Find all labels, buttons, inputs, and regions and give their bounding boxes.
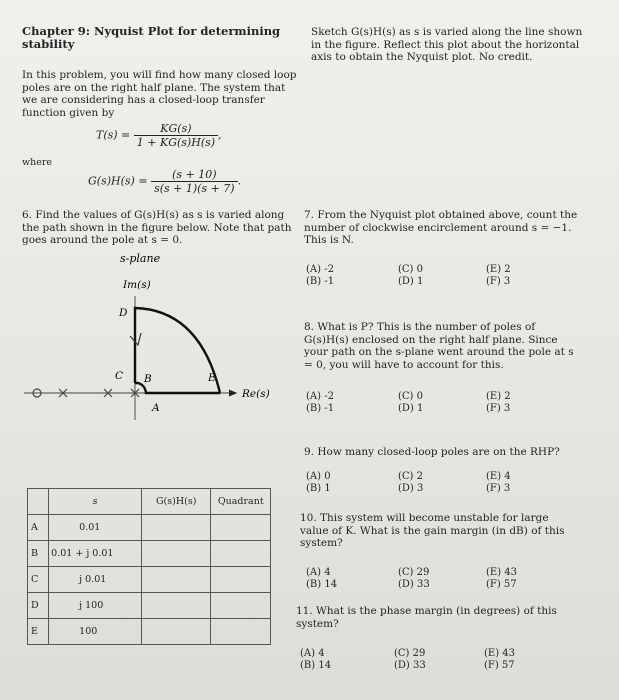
answer-cell[interactable]	[211, 541, 271, 567]
point-label-e: E	[208, 372, 216, 384]
q11-option-f[interactable]: (F) 57	[484, 660, 515, 671]
q9-option-a[interactable]: (A) 0	[306, 471, 331, 482]
q7-option-d[interactable]: (D) 1	[398, 276, 424, 287]
question-10-text: 10. This system will become unstable for large value of K. What is the gain margin (in dB) of this system?	[300, 512, 565, 549]
chapter-title: Chapter 9: Nyquist Plot for determining stability	[22, 24, 281, 51]
point-label-d: D	[119, 307, 128, 319]
question-6-text: 6. Find the values of G(s)H(s) as s is varied along the path shown in the figure below. Note that path goes around the pole at s = 0.	[22, 209, 292, 246]
q8-option-f[interactable]: (F) 3	[486, 403, 511, 414]
table-row: D j 100	[28, 593, 271, 619]
q11-option-d[interactable]: (D) 33	[394, 660, 426, 671]
q8-option-a[interactable]: (A) -2	[306, 391, 334, 402]
question-7-text: 7. From the Nyquist plot obtained above, count the number of clockwise encirclement around s = −1. This is N.	[304, 209, 578, 246]
q10-option-a[interactable]: (A) 4	[306, 567, 331, 578]
values-table	[27, 488, 271, 645]
answer-cell[interactable]	[141, 593, 211, 619]
q10-option-b[interactable]: (B) 14	[306, 579, 338, 590]
question-11-text: 11. What is the phase margin (in degrees) of this system?	[296, 605, 557, 630]
q9-option-d[interactable]: (D) 3	[398, 483, 424, 494]
q11-option-c[interactable]: (C) 29	[394, 648, 426, 659]
q10-option-c[interactable]: (C) 29	[398, 567, 430, 578]
answer-cell[interactable]	[211, 515, 271, 541]
intro-paragraph: In this problem, you will find how many closed loop poles are on the right half plane. The system that we are considering has a closed-loop transfer function given by	[22, 69, 297, 119]
answer-cell[interactable]	[141, 619, 211, 645]
q9-option-c[interactable]: (C) 2	[398, 471, 423, 482]
q7-option-b[interactable]: (B) -1	[306, 276, 335, 287]
q9-option-e[interactable]: (E) 4	[486, 471, 511, 482]
s-plane-diagram	[20, 248, 305, 433]
q7-option-c[interactable]: (C) 0	[398, 264, 423, 275]
q7-option-a[interactable]: (A) -2	[306, 264, 334, 275]
answer-cell[interactable]	[141, 567, 211, 593]
q9-option-f[interactable]: (F) 3	[486, 483, 511, 494]
answer-cell[interactable]	[211, 619, 271, 645]
table-header-row: s G(s)H(s) Quadrant	[28, 489, 271, 515]
answer-cell[interactable]	[141, 515, 211, 541]
q8-option-e[interactable]: (E) 2	[486, 391, 511, 402]
table-row: B 0.01 + j 0.01	[28, 541, 271, 567]
q11-option-a[interactable]: (A) 4	[300, 648, 325, 659]
closed-loop-tf-equation: T(s) = $\frac{KG(s)}{1 + KG(s)H(s)}$ ,	[96, 122, 222, 149]
q8-option-d[interactable]: (D) 1	[398, 403, 424, 414]
q7-option-e[interactable]: (E) 2	[486, 264, 511, 275]
s-plane-label: s-plane	[120, 252, 161, 265]
q10-option-f[interactable]: (F) 57	[486, 579, 517, 590]
point-label-c: C	[115, 370, 124, 382]
re-axis-label: Re(s)	[242, 388, 270, 400]
sketch-instruction: Sketch G(s)H(s) as s is varied along the line shown in the figure. Reflect this plot about the horizontal axis to obtain the Nyquist plot. No credit.	[311, 26, 583, 63]
point-label-b: B	[144, 373, 152, 385]
table-row: C j 0.01	[28, 567, 271, 593]
table-row: A 0.01	[28, 515, 271, 541]
answer-cell[interactable]	[211, 593, 271, 619]
q8-option-b[interactable]: (B) -1	[306, 403, 335, 414]
point-label-a: A	[152, 402, 160, 414]
question-9-text: 9. How many closed-loop poles are on the RHP?	[304, 446, 560, 458]
answer-cell[interactable]	[141, 541, 211, 567]
q10-option-e[interactable]: (E) 43	[486, 567, 518, 578]
im-axis-label: Im(s)	[123, 279, 151, 291]
q8-option-c[interactable]: (C) 0	[398, 391, 423, 402]
q7-option-f[interactable]: (F) 3	[486, 276, 511, 287]
q9-option-b[interactable]: (B) 1	[306, 483, 331, 494]
q11-option-b[interactable]: (B) 14	[300, 660, 332, 671]
where-label: where	[22, 157, 53, 168]
answer-cell[interactable]	[211, 567, 271, 593]
table-row: E 100	[28, 619, 271, 645]
q10-option-d[interactable]: (D) 33	[398, 579, 430, 590]
q11-option-e[interactable]: (E) 43	[484, 648, 516, 659]
question-8-text: 8. What is P? This is the number of poles of G(s)H(s) enclosed on the right half plane. Since your path on the s-plane went around the pole at s = 0, you will have to account for this.	[304, 321, 574, 371]
open-loop-tf-equation: G(s)H(s) = $\frac{(s + 10)}{s(s + 1)(s + 7)}$ .	[88, 168, 242, 195]
